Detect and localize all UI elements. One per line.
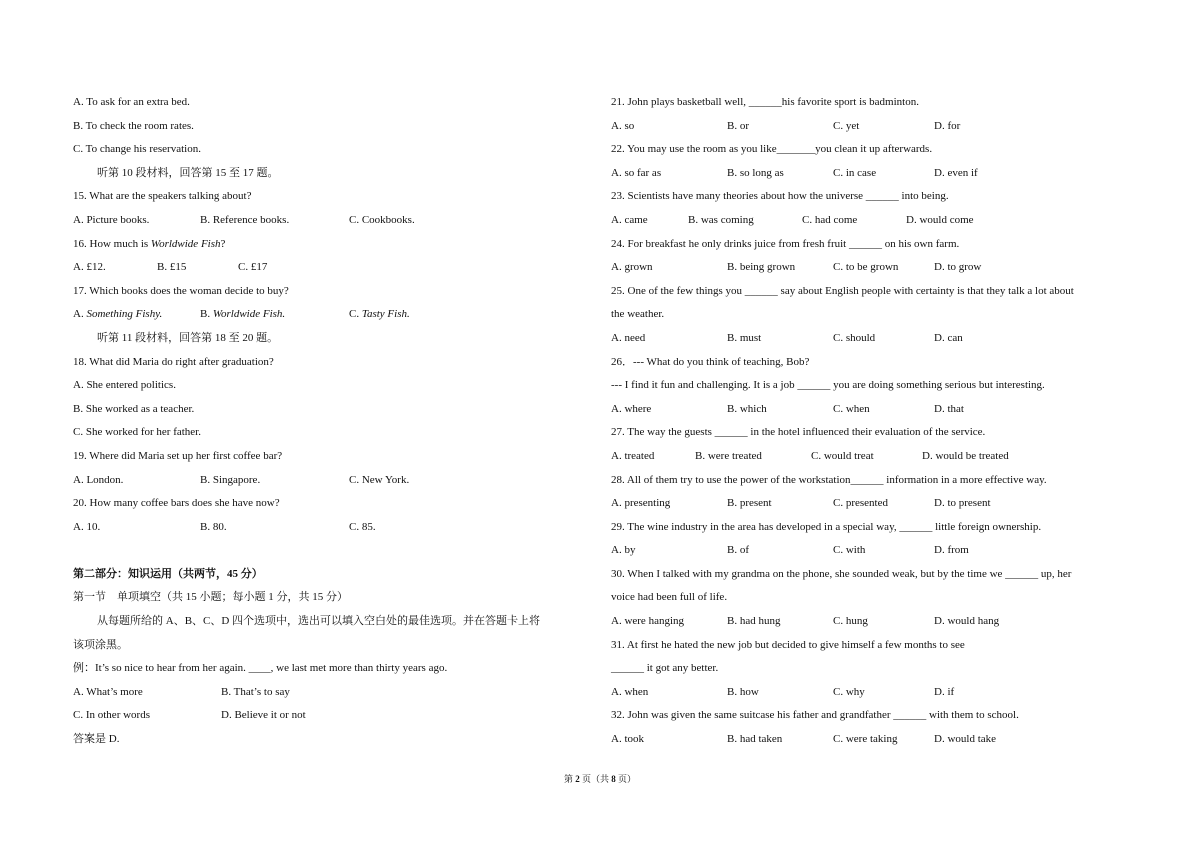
- answer-option: D. to present: [934, 497, 991, 510]
- answer-option: A. 10.: [73, 520, 101, 533]
- answer-option: B. had taken: [727, 733, 783, 746]
- right-text-line: 27. The way the guests ______ in the hotel influenced their evaluation of the service.: [611, 426, 986, 439]
- answer-option: A. £12.: [73, 261, 106, 274]
- answer-option: A. took: [611, 733, 644, 746]
- left-text-line: 第二部分：知识运用（共两节，45 分）: [73, 567, 263, 580]
- answer-option: D. for: [934, 119, 961, 132]
- answer-option: A. Something Fishy.: [73, 308, 163, 321]
- answer-option: A. grown: [611, 261, 653, 274]
- answer-option: C. had come: [802, 213, 858, 226]
- answer-option: B. £15: [157, 261, 187, 274]
- right-text-line: 24. For breakfast he only drinks juice from fresh fruit ______ on his own farm.: [611, 237, 960, 250]
- answer-option: B. had hung: [727, 615, 781, 628]
- answer-option: B. so long as: [727, 166, 784, 179]
- right-text-line: 31. At first he hated the new job but decided to give himself a few months to see: [611, 638, 965, 651]
- right-text-line: voice had been full of life.: [611, 591, 728, 604]
- right-options-row: [611, 256, 1141, 280]
- right-text-line: 29. The wine industry in the area has developed in a special way, ______ little foreign ownership.: [611, 520, 1042, 533]
- left-text-line: B. To check the room rates.: [73, 119, 194, 132]
- right-text-line: 30. When I talked with my grandma on the phone, she sounded weak, but by the time we ______ up, her: [611, 567, 1072, 580]
- answer-option: D. if: [934, 685, 955, 698]
- right-options-row: [611, 327, 1141, 351]
- page-footer: [0, 772, 1200, 785]
- answer-option: C. £17: [238, 261, 268, 274]
- left-options-row: [73, 256, 603, 280]
- left-column: [73, 91, 603, 752]
- answer-option: D. even if: [934, 166, 978, 179]
- right-text-line: ______ it got any better.: [611, 662, 719, 675]
- right-options-row: [611, 162, 1141, 186]
- left-options-row: [73, 209, 603, 233]
- right-text-line: 28. All of them try to use the power of the workstation______ information in a more effective way.: [611, 473, 1047, 486]
- answer-option: C. Cookbooks.: [349, 213, 415, 226]
- answer-option: A. by: [611, 544, 636, 557]
- answer-option: A. presenting: [611, 497, 671, 510]
- right-text-line: 25. One of the few things you ______ say about English people with certainty is that they talk a lot about: [611, 284, 1074, 297]
- answer-option: A. treated: [611, 449, 655, 462]
- right-options-row: [611, 445, 1141, 469]
- answer-option: D. from: [934, 544, 969, 557]
- answer-option: A. Picture books.: [73, 213, 150, 226]
- answer-option: A. came: [611, 213, 648, 226]
- answer-option: C. In other words: [73, 709, 150, 722]
- answer-option: C. were taking: [833, 733, 898, 746]
- answer-option: C. should: [833, 331, 876, 344]
- answer-option: C. why: [833, 685, 865, 698]
- answer-option: C. yet: [833, 119, 860, 132]
- left-text-line: 从每题所给的 A、B、C、D 四个选项中，选出可以填入空白处的最佳选项。并在答题卡上将: [97, 615, 541, 628]
- answer-option: A. where: [611, 402, 652, 415]
- right-text-line: 23. Scientists have many theories about how the universe ______ into being.: [611, 190, 949, 203]
- answer-option: B. 80.: [200, 520, 227, 533]
- answer-option: B. were treated: [695, 449, 762, 462]
- left-text-line: 听第 10 段材料，回答第 15 至 17 题。: [97, 166, 279, 179]
- left-text-line: A. To ask for an extra bed.: [73, 96, 190, 108]
- answer-option: C. New York.: [349, 473, 410, 486]
- answer-option: B. or: [727, 119, 749, 132]
- footer-prefix: 第: [563, 774, 576, 784]
- left-text-line: 听第 11 段材料，回答第 18 至 20 题。: [97, 331, 279, 344]
- question-text: 16. How much is: [73, 237, 151, 250]
- left-text-line: 17. Which books does the woman decide to buy?: [73, 284, 289, 297]
- left-text-line: 第一节 单项填空（共 15 小题；每小题 1 分，共 15 分）: [73, 591, 348, 604]
- right-column: [611, 91, 1141, 752]
- footer-middle: 页（共: [579, 774, 612, 784]
- book-title: Worldwide Fish.: [212, 308, 286, 321]
- book-title: Tasty Fish.: [361, 308, 410, 321]
- left-options-row: [73, 516, 603, 540]
- answer-option: C. hung: [833, 615, 868, 628]
- answer-option: D. would come: [906, 213, 974, 226]
- right-options-row: [611, 728, 1141, 752]
- answer-option: B. must: [727, 331, 762, 344]
- answer-option: B. That’s to say: [221, 685, 290, 698]
- answer-option: D. would take: [934, 733, 997, 746]
- answer-option: A. were hanging: [611, 615, 685, 628]
- right-text-line: 26．--- What do you think of teaching, Bob?: [611, 355, 810, 368]
- answer-option: A. need: [611, 331, 646, 344]
- left-options-row: [73, 681, 603, 705]
- answer-option: B. was coming: [688, 213, 754, 226]
- answer-option: D. would hang: [934, 615, 1000, 628]
- right-options-row: [611, 492, 1141, 516]
- answer-option: B. which: [727, 402, 767, 415]
- left-text-line: 例：It’s so nice to hear from her again. ____, we last met more than thirty years ago.: [73, 662, 448, 675]
- answer-option: D. to grow: [934, 261, 982, 274]
- answer-option: D. that: [934, 402, 964, 415]
- left-text-line: A. She entered politics.: [73, 379, 176, 392]
- answer-option: D. would be treated: [922, 449, 1009, 462]
- right-options-row: [611, 539, 1141, 563]
- answer-option: C. in case: [833, 166, 877, 179]
- answer-option: B. how: [727, 685, 759, 698]
- footer-total-pages: 8: [611, 774, 616, 784]
- right-text-line: 21. John plays basketball well, ______his favorite sport is badminton.: [611, 96, 919, 108]
- answer-option: C. when: [833, 402, 870, 415]
- answer-option: B. Worldwide Fish.: [200, 308, 286, 321]
- answer-option: A. when: [611, 685, 649, 698]
- left-text-line: 18. What did Maria do right after graduation?: [73, 355, 274, 368]
- answer-option: B. of: [727, 544, 749, 557]
- answer-option: A. London.: [73, 473, 124, 486]
- right-text-line: --- I find it fun and challenging. It is a job ______ you are doing something serious but interesting.: [611, 379, 1045, 392]
- left-text-line: 该项涂黑。: [73, 638, 128, 651]
- answer-option: B. Reference books.: [200, 213, 290, 226]
- left-text-line: C. To change his reservation.: [73, 143, 201, 156]
- right-options-row: [611, 115, 1141, 139]
- answer-option: C. with: [833, 544, 866, 557]
- book-title: Something Fishy.: [86, 308, 163, 321]
- right-options-row: [611, 681, 1141, 705]
- left-text-line: B. She worked as a teacher.: [73, 402, 195, 415]
- left-options-row: [73, 704, 603, 728]
- right-text-line: the weather.: [611, 308, 665, 321]
- answer-option: B. present: [727, 497, 772, 510]
- left-text-line: 20. How many coffee bars does she have now?: [73, 497, 280, 510]
- right-text-line: 22. You may use the room as you like_______you clean it up afterwards.: [611, 143, 933, 156]
- spacer: [73, 539, 603, 563]
- right-options-row: [611, 398, 1141, 422]
- answer-option: C. to be grown: [833, 261, 899, 274]
- answer-option: C. 85.: [349, 520, 376, 533]
- left-text-line: C. She worked for her father.: [73, 426, 201, 439]
- answer-option: C. Tasty Fish.: [349, 308, 410, 321]
- left-options-row: [73, 469, 603, 493]
- answer-option: A. What’s more: [73, 685, 143, 698]
- footer-page-number: 2: [575, 774, 580, 784]
- left-question-line: [73, 233, 603, 257]
- answer-option: D. can: [934, 331, 963, 344]
- question-text: ?: [220, 237, 226, 250]
- answer-option: A. so: [611, 119, 635, 132]
- answer-option: C. would treat: [811, 449, 874, 462]
- right-text-line: 32. John was given the same suitcase his father and grandfather ______ with them to school.: [611, 709, 1019, 722]
- left-text-line: 19. Where did Maria set up her first coffee bar?: [73, 449, 283, 462]
- answer-option: B. being grown: [727, 261, 796, 274]
- answer-option: A. so far as: [611, 166, 662, 179]
- left-text-line: 15. What are the speakers talking about?: [73, 190, 252, 203]
- left-text-line: 答案是 D.: [73, 733, 120, 746]
- answer-option: D. Believe it or not: [221, 709, 306, 722]
- right-options-row: [611, 610, 1141, 634]
- right-options-row: [611, 209, 1141, 233]
- footer-suffix: 页）: [615, 774, 637, 784]
- left-options-row: [73, 303, 603, 327]
- book-title: Worldwide Fish: [150, 237, 221, 250]
- answer-option: C. presented: [833, 497, 888, 510]
- answer-option: B. Singapore.: [200, 473, 261, 486]
